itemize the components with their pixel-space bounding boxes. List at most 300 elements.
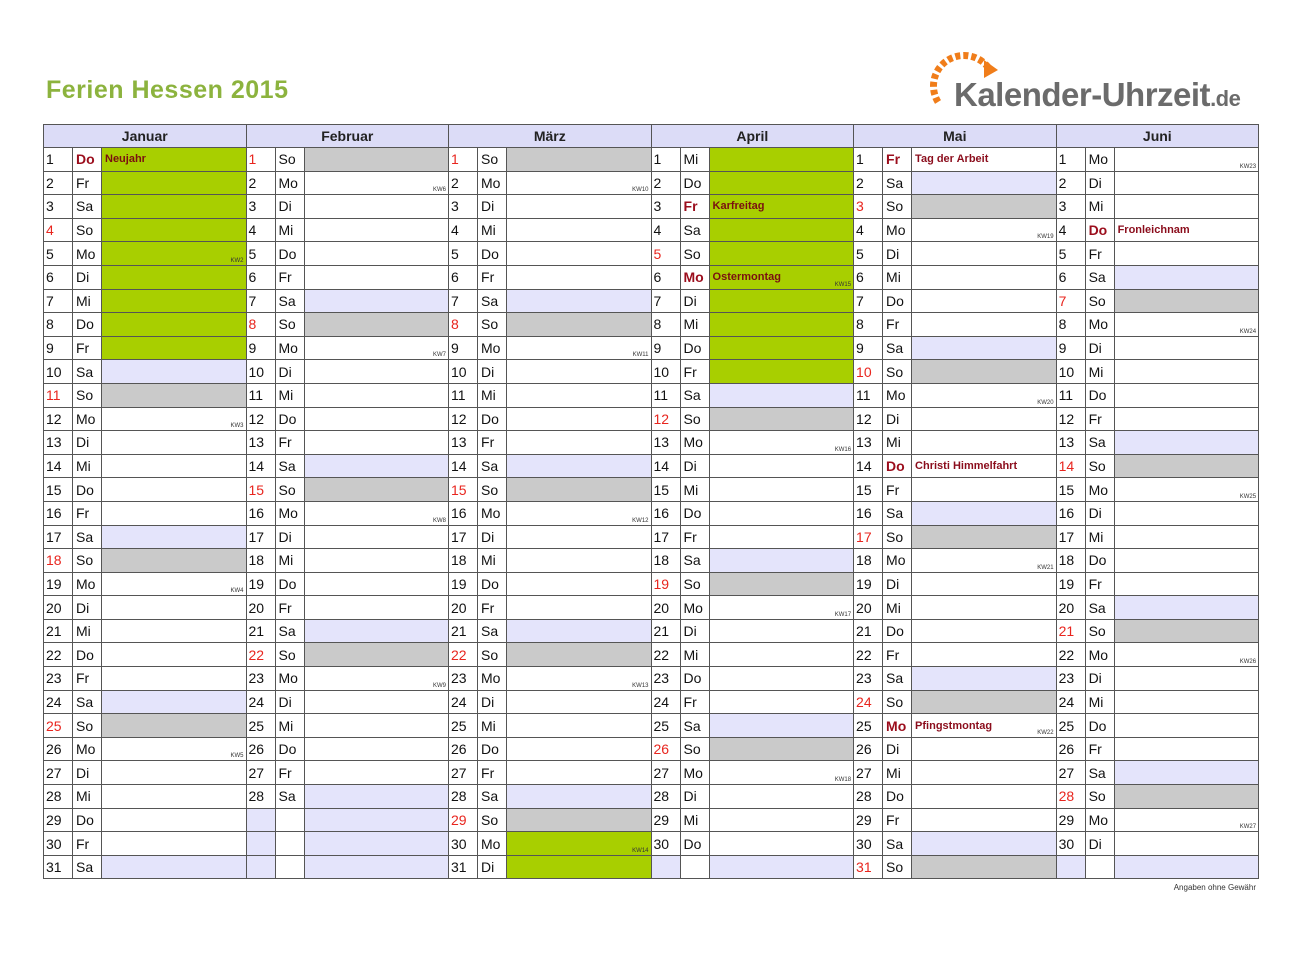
- day-note: [102, 619, 247, 643]
- weekday: Mi: [478, 714, 507, 738]
- day-number: 5: [1056, 242, 1085, 266]
- day-note: [709, 195, 854, 219]
- day-note: [1114, 737, 1259, 761]
- calendar-row: [44, 148, 1259, 172]
- weekday: Sa: [478, 619, 507, 643]
- week-number: KW19: [1037, 234, 1054, 241]
- day-number: 21: [246, 619, 275, 643]
- day-note: [507, 832, 652, 856]
- day-number: 5: [854, 242, 883, 266]
- weekday: Mi: [883, 596, 912, 620]
- day-number: 18: [44, 549, 73, 573]
- day-note: [102, 785, 247, 809]
- day-number: 25: [246, 714, 275, 738]
- month-header: April: [651, 125, 854, 148]
- day-note: [102, 148, 247, 172]
- day-note: [102, 667, 247, 691]
- day-number: 10: [854, 360, 883, 384]
- day-number: 10: [449, 360, 478, 384]
- day-note: [507, 336, 652, 360]
- weekday: Mi: [478, 383, 507, 407]
- day-number: 5: [449, 242, 478, 266]
- day-note: [102, 855, 247, 879]
- calendar-row: [44, 690, 1259, 714]
- weekday: Di: [275, 525, 304, 549]
- weekday: So: [1085, 619, 1114, 643]
- day-number: 3: [449, 195, 478, 219]
- day-number: 1: [246, 148, 275, 172]
- day-note: [304, 171, 449, 195]
- weekday: Mo: [883, 383, 912, 407]
- weekday: [1085, 855, 1114, 879]
- weekday: So: [275, 643, 304, 667]
- day-number: 25: [651, 714, 680, 738]
- day-note: [507, 643, 652, 667]
- day-note: [912, 313, 1057, 337]
- calendar-row: [44, 478, 1259, 502]
- day-note: [507, 242, 652, 266]
- day-number: 21: [651, 619, 680, 643]
- day-number: 21: [854, 619, 883, 643]
- calendar-row: [44, 737, 1259, 761]
- day-number: 13: [1056, 431, 1085, 455]
- weekday: Mi: [1085, 525, 1114, 549]
- day-number: 10: [1056, 360, 1085, 384]
- day-note: [709, 572, 854, 596]
- weekday: Mo: [680, 596, 709, 620]
- weekday: Sa: [883, 667, 912, 691]
- day-note: [709, 148, 854, 172]
- day-note: [912, 242, 1057, 266]
- day-note: [709, 171, 854, 195]
- weekday: Do: [1085, 549, 1114, 573]
- day-note: [304, 643, 449, 667]
- day-number: 22: [1056, 643, 1085, 667]
- day-note: [1114, 690, 1259, 714]
- day-note: [709, 832, 854, 856]
- day-number: 30: [449, 832, 478, 856]
- weekday: Fr: [478, 596, 507, 620]
- weekday: Mo: [73, 737, 102, 761]
- day-note: [1114, 195, 1259, 219]
- calendar-row: [44, 643, 1259, 667]
- day-number: 20: [449, 596, 478, 620]
- day-number: 9: [246, 336, 275, 360]
- day-number: 1: [651, 148, 680, 172]
- week-number: KW26: [1239, 659, 1257, 666]
- weekday: Sa: [275, 289, 304, 313]
- day-number: 25: [1056, 714, 1085, 738]
- day-note: [507, 761, 652, 785]
- day-note: [709, 431, 854, 455]
- day-number: 6: [854, 265, 883, 289]
- day-note: [709, 667, 854, 691]
- day-note: [304, 313, 449, 337]
- week-number: KW3: [230, 423, 244, 430]
- day-note: [304, 761, 449, 785]
- day-number: 5: [44, 242, 73, 266]
- week-number: KW27: [1239, 824, 1257, 831]
- week-number: KW15: [834, 281, 852, 288]
- day-number: 12: [449, 407, 478, 431]
- weekday: So: [73, 218, 102, 242]
- day-note: [102, 808, 247, 832]
- day-note: [912, 265, 1057, 289]
- day-note: [102, 761, 247, 785]
- weekday: Fr: [275, 265, 304, 289]
- day-number: 17: [246, 525, 275, 549]
- day-note: [304, 383, 449, 407]
- day-number: 11: [246, 383, 275, 407]
- weekday: Mo: [680, 265, 709, 289]
- week-number: KW6: [433, 187, 447, 194]
- day-note: [709, 218, 854, 242]
- day-number: 21: [1056, 619, 1085, 643]
- day-note: [304, 360, 449, 384]
- month-header: Januar: [44, 125, 247, 148]
- logo[interactable]: [918, 40, 1258, 113]
- weekday: Mi: [1085, 360, 1114, 384]
- day-number: 20: [44, 596, 73, 620]
- day-number: 27: [246, 761, 275, 785]
- day-number: 19: [854, 572, 883, 596]
- day-number: 23: [854, 667, 883, 691]
- day-number: 16: [854, 501, 883, 525]
- weekday: Di: [73, 761, 102, 785]
- day-note: [912, 808, 1057, 832]
- week-number: KW8: [433, 517, 447, 524]
- weekday: So: [680, 407, 709, 431]
- calendar-row: [44, 619, 1259, 643]
- day-number: 11: [449, 383, 478, 407]
- day-number: 1: [449, 148, 478, 172]
- week-number: KW7: [433, 352, 447, 359]
- calendar-row: [44, 714, 1259, 738]
- day-note: [507, 195, 652, 219]
- day-number: 29: [854, 808, 883, 832]
- weekday: Mi: [478, 218, 507, 242]
- week-number: KW2: [230, 257, 244, 264]
- day-number: 26: [246, 737, 275, 761]
- day-number: 4: [1056, 218, 1085, 242]
- weekday: Do: [883, 289, 912, 313]
- day-number: 13: [854, 431, 883, 455]
- calendar-row: [44, 360, 1259, 384]
- holiday-label: Karfreitag: [712, 200, 765, 213]
- day-number: 2: [246, 171, 275, 195]
- weekday: Sa: [1085, 431, 1114, 455]
- day-note: [709, 383, 854, 407]
- weekday: Mo: [275, 667, 304, 691]
- weekday: Di: [680, 289, 709, 313]
- holiday-label: Fronleichnam: [1117, 224, 1190, 237]
- day-note: [1114, 336, 1259, 360]
- day-note: [709, 407, 854, 431]
- calendar-row: [44, 572, 1259, 596]
- month-header: März: [449, 125, 652, 148]
- weekday: Fr: [883, 148, 912, 172]
- day-number: 18: [1056, 549, 1085, 573]
- day-number: 26: [854, 737, 883, 761]
- day-number: 1: [44, 148, 73, 172]
- day-note: [1114, 619, 1259, 643]
- day-number: [246, 855, 275, 879]
- weekday: Do: [275, 407, 304, 431]
- week-number: KW22: [1037, 729, 1054, 736]
- weekday: So: [478, 313, 507, 337]
- day-number: 18: [854, 549, 883, 573]
- day-note: [507, 737, 652, 761]
- day-note: [1114, 313, 1259, 337]
- day-number: 2: [651, 171, 680, 195]
- weekday: Mi: [478, 549, 507, 573]
- day-note: [102, 572, 247, 596]
- weekday: Sa: [1085, 761, 1114, 785]
- day-note: [304, 218, 449, 242]
- day-number: 2: [44, 171, 73, 195]
- day-note: [102, 313, 247, 337]
- weekday: Mi: [883, 431, 912, 455]
- day-note: [1114, 761, 1259, 785]
- day-number: 19: [449, 572, 478, 596]
- day-number: 2: [449, 171, 478, 195]
- day-note: [709, 549, 854, 573]
- day-note: [1114, 218, 1259, 242]
- day-note: [912, 596, 1057, 620]
- weekday: Mo: [1085, 478, 1114, 502]
- weekday: Fr: [1085, 572, 1114, 596]
- weekday: Mi: [680, 643, 709, 667]
- weekday: Sa: [680, 549, 709, 573]
- day-note: [912, 407, 1057, 431]
- day-number: 22: [246, 643, 275, 667]
- weekday: Di: [478, 525, 507, 549]
- day-note: [304, 855, 449, 879]
- weekday: So: [73, 549, 102, 573]
- weekday: Mi: [680, 313, 709, 337]
- weekday: Sa: [73, 855, 102, 879]
- weekday: Mo: [73, 242, 102, 266]
- day-note: [1114, 171, 1259, 195]
- day-note: [709, 478, 854, 502]
- weekday: Sa: [478, 289, 507, 313]
- weekday: Di: [883, 407, 912, 431]
- day-number: 28: [246, 785, 275, 809]
- week-number: KW20: [1037, 399, 1054, 406]
- disclaimer: Angaben ohne Gewähr: [1173, 883, 1256, 892]
- day-note: [102, 195, 247, 219]
- day-number: 14: [449, 454, 478, 478]
- day-number: 20: [1056, 596, 1085, 620]
- day-note: [912, 690, 1057, 714]
- weekday: Mi: [275, 714, 304, 738]
- day-note: [1114, 667, 1259, 691]
- day-note: [912, 525, 1057, 549]
- weekday: Mo: [275, 171, 304, 195]
- day-number: 3: [854, 195, 883, 219]
- day-number: 28: [854, 785, 883, 809]
- weekday: So: [73, 383, 102, 407]
- weekday: So: [883, 360, 912, 384]
- weekday: So: [478, 643, 507, 667]
- weekday: Fr: [883, 643, 912, 667]
- day-note: [507, 454, 652, 478]
- weekday: Do: [478, 242, 507, 266]
- calendar-row: [44, 242, 1259, 266]
- day-number: 31: [449, 855, 478, 879]
- day-note: [102, 383, 247, 407]
- calendar-row: [44, 785, 1259, 809]
- day-number: 15: [246, 478, 275, 502]
- day-note: [507, 596, 652, 620]
- day-note: [912, 360, 1057, 384]
- day-number: 13: [246, 431, 275, 455]
- calendar-row: [44, 808, 1259, 832]
- day-number: 28: [651, 785, 680, 809]
- day-number: 8: [449, 313, 478, 337]
- week-number: KW17: [834, 611, 852, 618]
- day-note: [507, 407, 652, 431]
- day-note: [102, 549, 247, 573]
- weekday: Do: [1085, 714, 1114, 738]
- day-note: [912, 431, 1057, 455]
- weekday: So: [1085, 289, 1114, 313]
- day-number: 7: [651, 289, 680, 313]
- day-number: 19: [44, 572, 73, 596]
- day-number: 24: [1056, 690, 1085, 714]
- day-note: [1114, 714, 1259, 738]
- day-number: 29: [1056, 808, 1085, 832]
- day-number: 13: [449, 431, 478, 455]
- day-note: [1114, 431, 1259, 455]
- day-note: [912, 785, 1057, 809]
- day-note: [507, 148, 652, 172]
- day-note: [709, 714, 854, 738]
- day-number: 15: [44, 478, 73, 502]
- day-note: [507, 549, 652, 573]
- weekday: Mi: [680, 148, 709, 172]
- day-number: 23: [246, 667, 275, 691]
- week-number: KW25: [1239, 493, 1257, 500]
- day-number: 30: [1056, 832, 1085, 856]
- weekday: Do: [478, 737, 507, 761]
- day-number: 31: [854, 855, 883, 879]
- weekday: Do: [275, 737, 304, 761]
- day-number: 23: [44, 667, 73, 691]
- day-note: [912, 832, 1057, 856]
- weekday: Mi: [883, 265, 912, 289]
- weekday: Fr: [883, 313, 912, 337]
- weekday: Sa: [1085, 596, 1114, 620]
- day-number: 9: [449, 336, 478, 360]
- day-note: [709, 501, 854, 525]
- weekday: Mo: [1085, 643, 1114, 667]
- calendar-row: [44, 596, 1259, 620]
- weekday: Di: [1085, 832, 1114, 856]
- weekday: Di: [1085, 501, 1114, 525]
- day-number: 18: [449, 549, 478, 573]
- weekday: Mo: [478, 171, 507, 195]
- weekday: So: [883, 195, 912, 219]
- day-number: 27: [449, 761, 478, 785]
- day-note: [507, 855, 652, 879]
- day-note: [304, 549, 449, 573]
- holiday-label: Christi Himmelfahrt: [915, 460, 1018, 473]
- day-number: 16: [1056, 501, 1085, 525]
- day-note: [709, 265, 854, 289]
- day-number: 21: [449, 619, 478, 643]
- weekday: Do: [73, 808, 102, 832]
- weekday: Mi: [680, 478, 709, 502]
- weekday: Di: [73, 431, 102, 455]
- week-number: KW24: [1239, 328, 1257, 335]
- day-number: 12: [246, 407, 275, 431]
- weekday: So: [478, 478, 507, 502]
- day-note: [1114, 360, 1259, 384]
- day-number: 4: [854, 218, 883, 242]
- day-note: [304, 431, 449, 455]
- day-number: 11: [1056, 383, 1085, 407]
- day-note: [912, 643, 1057, 667]
- weekday: Di: [478, 360, 507, 384]
- day-number: 20: [854, 596, 883, 620]
- calendar-row: [44, 501, 1259, 525]
- day-number: 26: [44, 737, 73, 761]
- weekday: Mi: [1085, 690, 1114, 714]
- month-header: Juni: [1056, 125, 1259, 148]
- day-note: [304, 242, 449, 266]
- weekday: Di: [275, 690, 304, 714]
- day-note: [709, 242, 854, 266]
- day-number: 12: [854, 407, 883, 431]
- day-number: 3: [44, 195, 73, 219]
- weekday: So: [275, 478, 304, 502]
- calendar-row: [44, 855, 1259, 879]
- weekday: Di: [478, 690, 507, 714]
- day-note: [1114, 478, 1259, 502]
- day-number: 22: [854, 643, 883, 667]
- day-note: [912, 218, 1057, 242]
- weekday: Mo: [275, 336, 304, 360]
- day-note: [102, 714, 247, 738]
- day-note: [709, 619, 854, 643]
- day-note: [304, 195, 449, 219]
- day-note: [507, 714, 652, 738]
- weekday: Do: [883, 454, 912, 478]
- day-number: 28: [44, 785, 73, 809]
- day-number: 5: [651, 242, 680, 266]
- day-number: 11: [651, 383, 680, 407]
- day-number: 7: [44, 289, 73, 313]
- holiday-label: Pfingstmontag: [915, 719, 993, 732]
- day-number: 31: [44, 855, 73, 879]
- day-note: [912, 171, 1057, 195]
- day-note: [709, 596, 854, 620]
- weekday: So: [275, 313, 304, 337]
- day-note: [912, 737, 1057, 761]
- day-number: 13: [44, 431, 73, 455]
- weekday: Sa: [73, 195, 102, 219]
- day-number: 12: [44, 407, 73, 431]
- calendar-row: [44, 218, 1259, 242]
- weekday: [275, 832, 304, 856]
- weekday: Fr: [73, 171, 102, 195]
- day-number: 2: [854, 171, 883, 195]
- day-note: [1114, 808, 1259, 832]
- weekday: Sa: [73, 690, 102, 714]
- weekday: Sa: [275, 454, 304, 478]
- day-number: 8: [651, 313, 680, 337]
